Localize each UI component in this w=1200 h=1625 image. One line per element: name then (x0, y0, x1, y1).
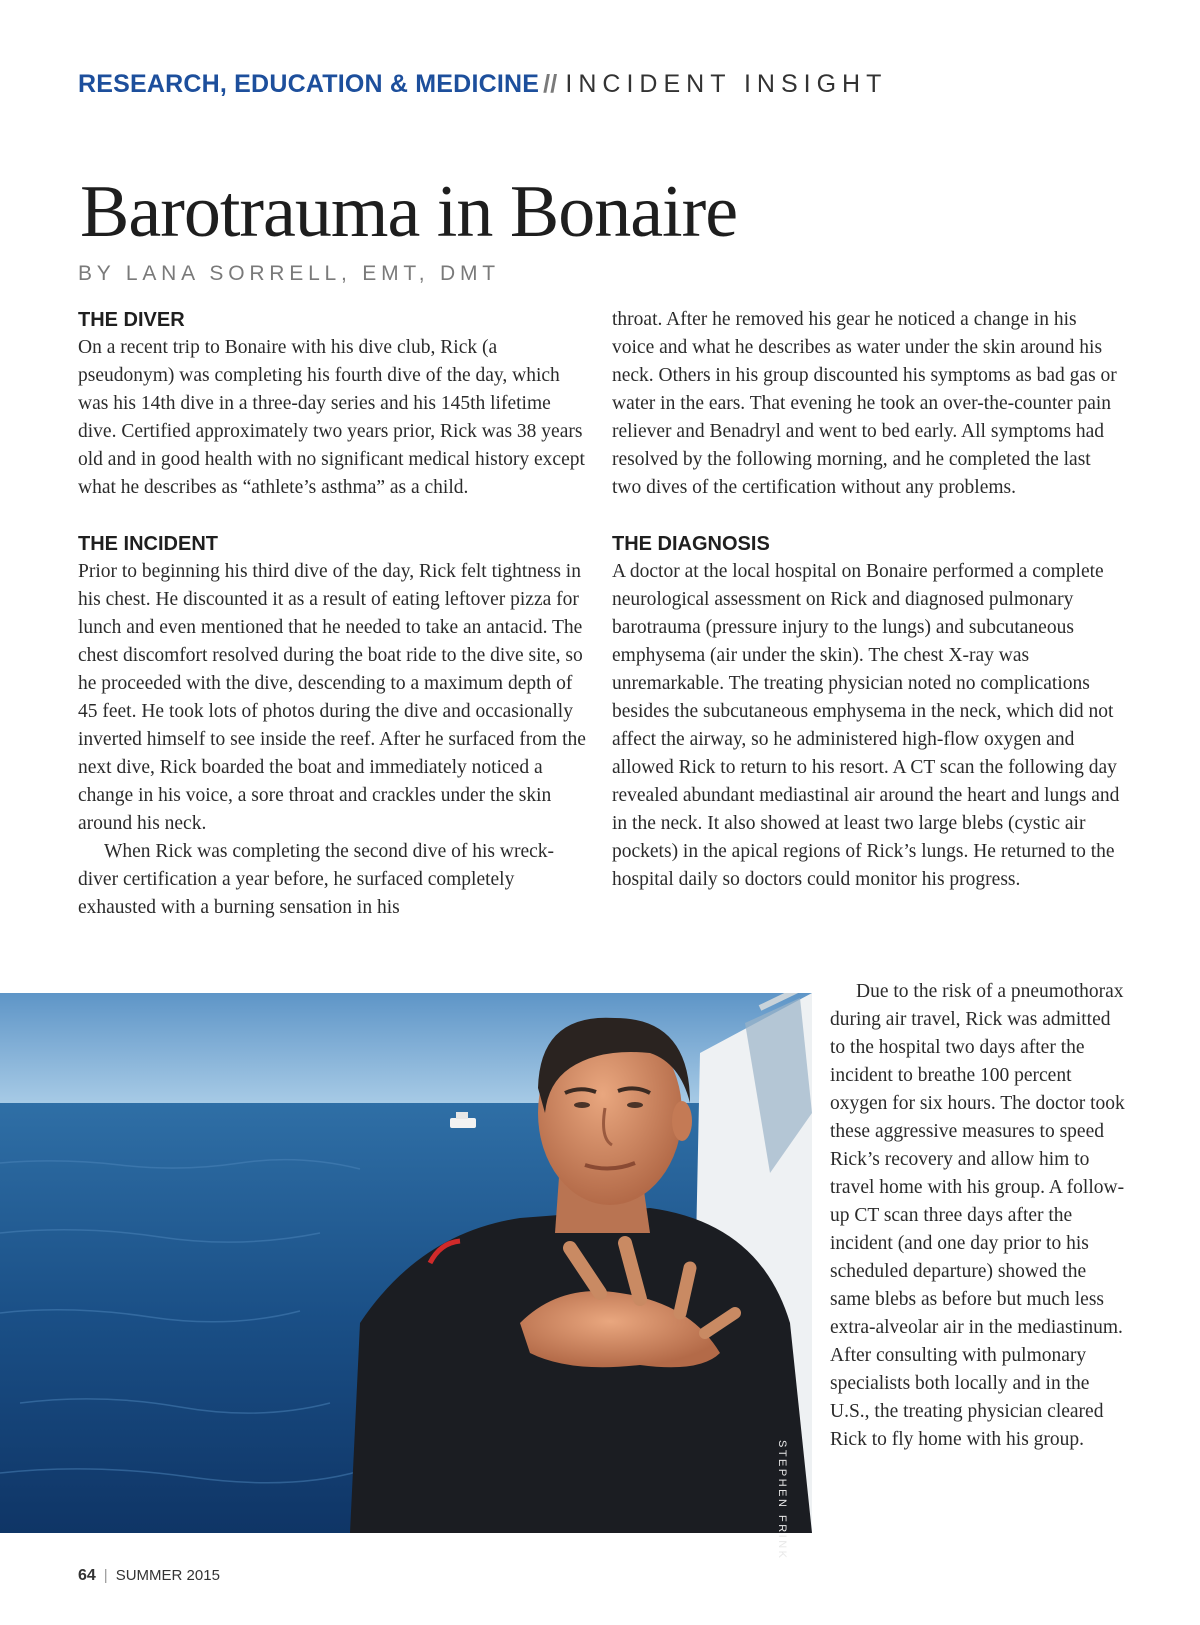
article-title: Barotrauma in Bonaire (80, 171, 738, 253)
heading-the-incident: THE INCIDENT (78, 533, 218, 555)
heading-the-diagnosis: THE DIAGNOSIS (612, 533, 770, 555)
paragraph-incident-1: Prior to beginning his third dive of the day, Rick felt tightness in his chest. He discounted it as a result of eating leftover pizza for lunch and even mentioned that he needed to take an antacid. The chest discomfort resolved during the boat ride to the dive site, so he proceeded with the dive, descending to a maximum depth of 45 feet. He took lots of photos during the dive and occasionally inverted himself to see inside the reef. After he surfaced from the next dive, Rick boarded the boat and immediately noticed a change in his voice, a sore throat and crackles under the skin around his neck. (78, 561, 586, 834)
page-number: 64 (78, 1567, 96, 1584)
heading-the-diver: THE DIVER (78, 309, 185, 331)
right-column (612, 306, 1122, 894)
paragraph-diagnosis-1: A doctor at the local hospital on Bonaire performed a complete neurological assessment on Rick and diagnosed pulmonary barotrauma (pressure injury to the lungs) and subcutaneous emphysema (air under the skin). The chest X-ray was unremarkable. The treating physician noted no complications besides the subcutaneous emphysema in the neck, which did not affect the airway, so he administered high-flow oxygen and allowed Rick to return to his resort. A CT scan the following day revealed abundant mediastinal air around the heart and lungs and in the neck. It also showed at least two large blebs (cystic air pockets) in the apical regions of Rick’s lungs. He returned to the hospital daily so doctors could monitor his progress. (612, 561, 1120, 890)
subsection-name: INCIDENT INSIGHT (565, 70, 888, 98)
footer-separator: | (103, 1567, 108, 1584)
byline: BY LANA SORRELL, EMT, DMT (78, 262, 500, 285)
paragraph-incident-2-continued: throat. After he removed his gear he noticed a change in his voice and what he describes as water under the skin around his neck. Others in his group discounted his symptoms as bad gas or water in the ears. That evening he took an over-the-counter pain reliever and Benadryl and went to bed early. All symptoms had resolved by the following morning, and he completed the last two dives of the certification without any problems. (612, 309, 1117, 498)
section-header (78, 70, 887, 99)
paragraph-diagnosis-2: Due to the risk of a pneumothorax during air travel, Rick was admitted to the hospital two days after the incident to breathe 100 percent oxygen for six hours. The doctor took these aggressive measures to speed Rick’s recovery and allow him to travel home with his group. A follow-up CT scan three days after the incident (and one day prior to his scheduled departure) showed the same blebs as before but much less extra-alveolar air in the mediastinum. After consulting with pulmonary specialists both locally and in the U.S., the treating physician cleared Rick to fly home with his group. (830, 981, 1125, 1450)
issue-label: SUMMER 2015 (115, 1567, 220, 1584)
side-column (830, 978, 1130, 1454)
paragraph-diver: On a recent trip to Bonaire with his dive club, Rick (a pseudonym) was completing his fourth dive of the day, which was his 14th dive in a three-day series and his 145th lifetime dive. Certified approximately two years prior, Rick was 38 years old and in good health with no significant medical history except what he describes as “athlete’s asthma” as a child. (78, 337, 585, 498)
photo-diver-on-boat (0, 993, 812, 1533)
paragraph-incident-2: When Rick was completing the second dive of his wreck-diver certification a year before, he surfaced completely exhausted with a burning sensation in his (78, 841, 554, 918)
section-separator: // (543, 70, 558, 98)
left-column (78, 306, 588, 922)
photo-credit: STEPHEN FRINK (776, 1440, 788, 1561)
section-name: RESEARCH, EDUCATION & MEDICINE (78, 70, 540, 98)
page-footer (78, 1567, 220, 1585)
